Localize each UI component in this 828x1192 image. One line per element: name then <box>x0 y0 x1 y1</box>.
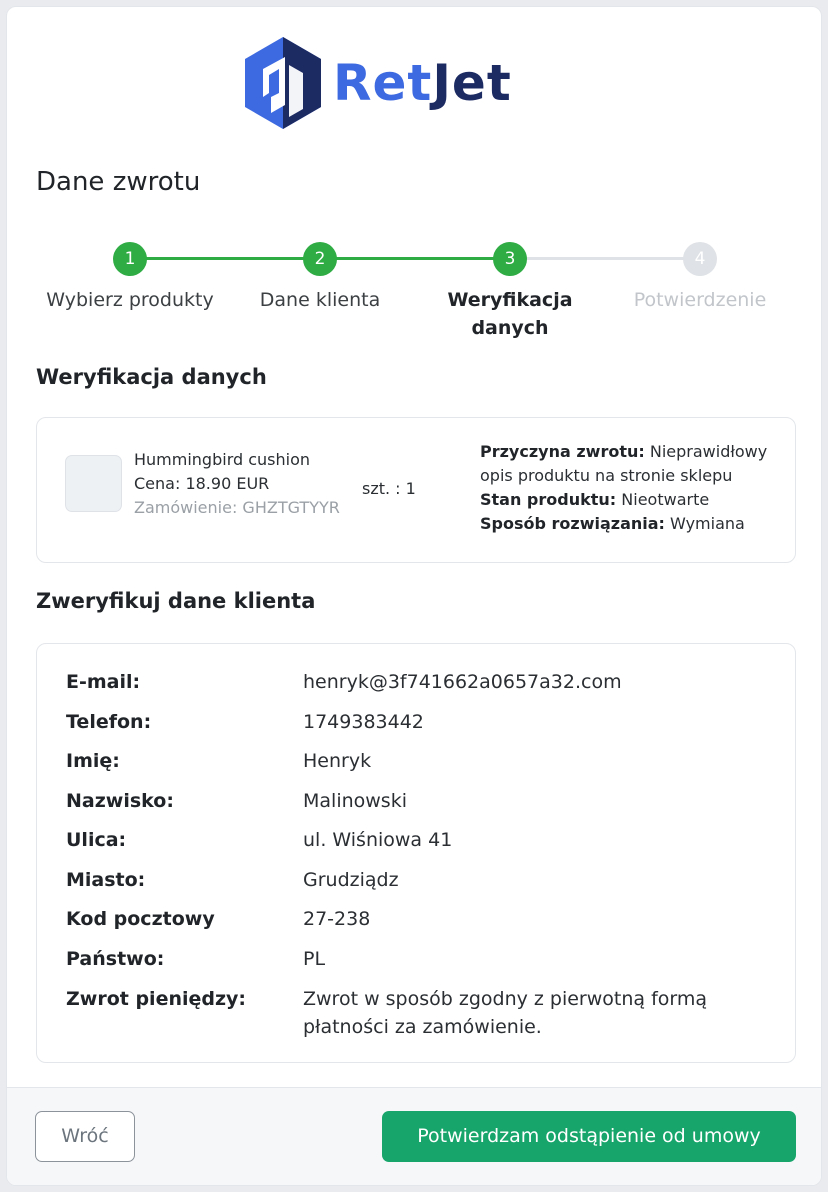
field-value: Zwrot w sposób zgodny z pierwotną formą płatności za zamówienie. <box>303 988 708 1038</box>
product-box <box>36 417 796 563</box>
field-label: Ulica: <box>66 829 127 851</box>
step-confirmation <box>605 239 795 314</box>
step-customer-data <box>225 239 415 314</box>
customer-data-box <box>36 643 796 1063</box>
step-label: Weryfikacja danych <box>447 289 573 339</box>
field-value: ul. Wiśniowa 41 <box>303 829 453 851</box>
retjet-logo-icon <box>241 35 325 131</box>
resolution-label: Sposób rozwiązania: <box>480 514 665 533</box>
step-label: Dane klienta <box>259 289 381 311</box>
footer-actions <box>7 1087 822 1186</box>
product-price: Cena: 18.90 EUR <box>134 474 270 493</box>
product-info <box>134 448 340 520</box>
field-value: henryk@3f741662a0657a32.com <box>303 671 622 693</box>
brand-part-ret: Ret <box>333 54 433 112</box>
field-label: Nazwisko: <box>66 790 174 812</box>
field-value: Henryk <box>303 750 372 772</box>
field-value: PL <box>303 948 326 970</box>
field-label: Państwo: <box>66 948 165 970</box>
field-label: Imię: <box>66 750 120 772</box>
step-verification <box>415 239 605 342</box>
field-value: 27-238 <box>303 908 371 930</box>
step-select-products <box>35 239 225 314</box>
field-value: Malinowski <box>303 790 407 812</box>
reason-value: Nieprawidłowy opis produktu na stronie sklepu <box>480 442 768 485</box>
product-order: Zamówienie: GHZTGTYYR <box>134 498 340 517</box>
resolution-value: Wymiana <box>670 514 745 533</box>
product-name: Hummingbird cushion <box>134 450 311 469</box>
reason-label: Przyczyna zwrotu: <box>480 442 645 461</box>
field-label: E-mail: <box>66 671 141 693</box>
brand-wordmark <box>333 53 512 113</box>
step-number: 1 <box>113 242 147 276</box>
brand-part-jet: Jet <box>432 54 512 112</box>
step-number: 4 <box>683 242 717 276</box>
section-title-customer: Zweryfikuj dane klienta <box>36 589 316 613</box>
retjet-logo <box>241 35 601 135</box>
field-label: Zwrot pieniędzy: <box>66 988 247 1010</box>
progress-stepper <box>7 239 822 339</box>
page-title: Dane zwrotu <box>36 167 201 197</box>
back-button[interactable]: Wróć <box>35 1111 135 1162</box>
product-thumbnail <box>65 455 122 512</box>
confirm-withdrawal-button[interactable]: Potwierdzam odstąpienie od umowy <box>382 1111 796 1162</box>
step-label: Wybierz produkty <box>46 289 214 311</box>
field-value: Grudziądz <box>303 869 399 891</box>
return-details <box>480 440 780 536</box>
product-quantity: szt. : 1 <box>362 479 416 498</box>
step-label: Potwierdzenie <box>633 289 767 311</box>
field-label: Telefon: <box>66 711 152 733</box>
step-number: 3 <box>493 242 527 276</box>
step-number: 2 <box>303 242 337 276</box>
condition-value: Nieotwarte <box>621 490 710 509</box>
field-label: Kod pocztowy <box>66 908 215 930</box>
section-title-verification: Weryfikacja danych <box>36 365 267 389</box>
field-value: 1749383442 <box>303 711 424 733</box>
return-card <box>6 6 822 1186</box>
condition-label: Stan produktu: <box>480 490 617 509</box>
field-label: Miasto: <box>66 869 146 891</box>
